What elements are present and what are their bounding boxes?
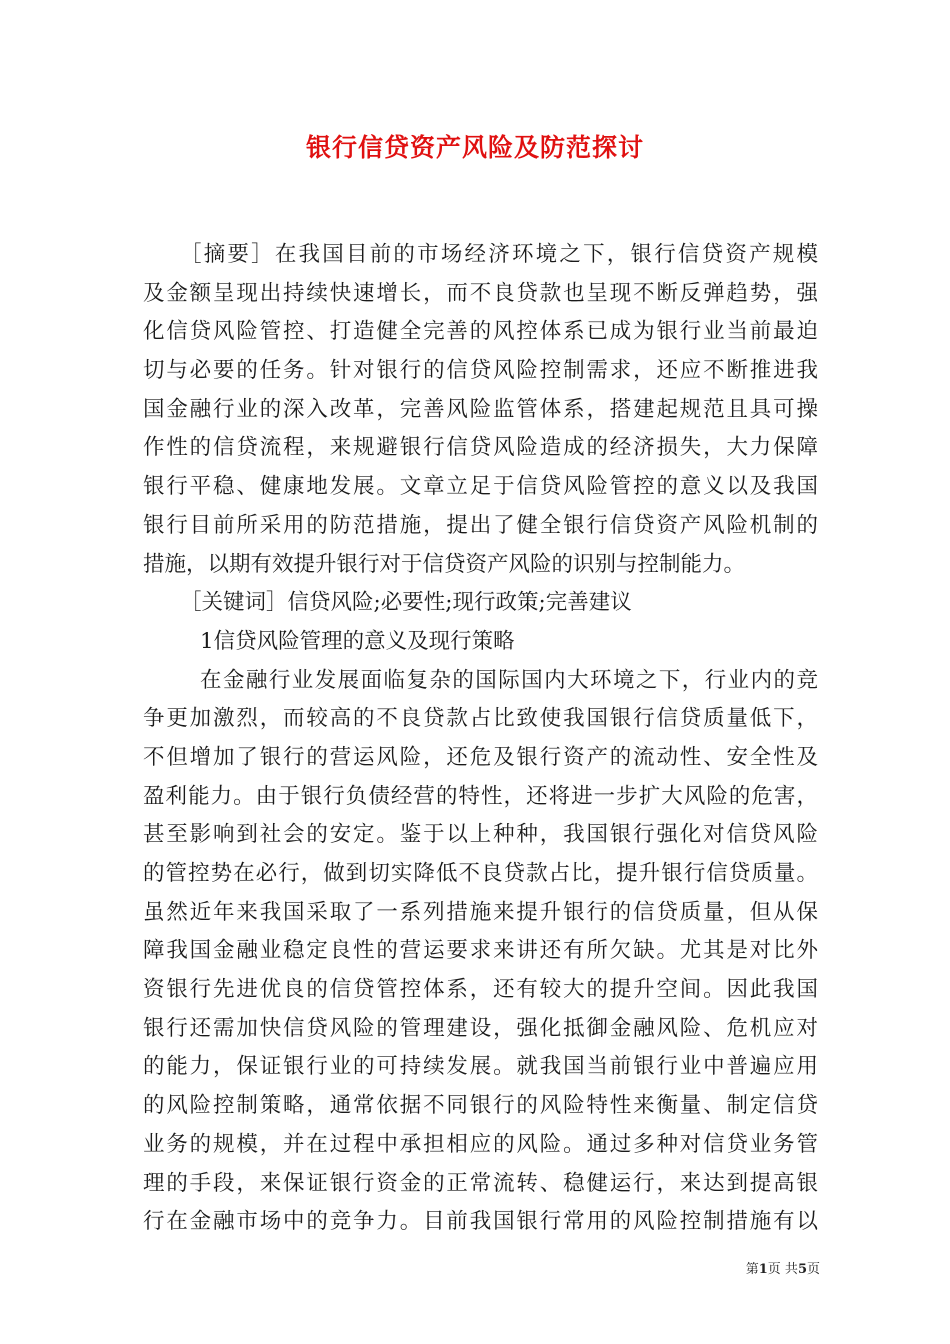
footer-total-pages: 5 <box>797 1262 807 1277</box>
paragraph-line: 国金融行业的深入改革，完善风险监管体系，搭建起规范且具可操 <box>143 396 818 422</box>
paragraph-line: 障我国金融业稳定良性的营运要求来讲还有所欠缺。尤其是对比外 <box>143 938 818 964</box>
paragraph-line: 甚至影响到社会的安定。鉴于以上种种，我国银行强化对信贷风险 <box>143 822 818 848</box>
paragraph-line: 理的手段，来保证银行资金的正常流转、稳健运行，来达到提高银 <box>143 1170 818 1196</box>
paragraph-line: ［摘要］在我国目前的市场经济环境之下，银行信贷资产规模 <box>180 242 818 267</box>
paragraph-line: 切与必要的任务。针对银行的信贷风险控制需求，还应不断推进我 <box>143 358 818 384</box>
paragraph-line: 及金额呈现出持续快速增长，而不良贷款也呈现不断反弹趋势，强 <box>143 280 818 306</box>
document-title: 银行信贷资产风险及防范探讨 <box>305 133 644 162</box>
section-heading: 1信贷风险管理的意义及现行策略 <box>200 628 515 654</box>
footer-prefix: 第 <box>745 1262 759 1277</box>
paragraph-line: 银行还需加快信贷风险的管理建设，强化抵御金融风险、危机应对 <box>143 1015 818 1041</box>
paragraph-line: 作性的信贷流程，来规避银行信贷风险造成的经济损失，大力保障 <box>143 435 818 461</box>
paragraph-line: 业务的规模，并在过程中承担相应的风险。通过多种对信贷业务管 <box>143 1131 818 1157</box>
paragraph-line: 争更加激烈，而较高的不良贷款占比致使我国银行信贷质量低下， <box>143 706 818 732</box>
paragraph-line: 的风险控制策略，通常依据不同银行的风险特性来衡量、制定信贷 <box>143 1093 818 1119</box>
paragraph-line: 措施，以期有效提升银行对于信贷资产风险的识别与控制能力。 <box>143 551 746 577</box>
paragraph-line: 银行目前所采用的防范措施，提出了健全银行信贷资产风险机制的 <box>143 512 818 538</box>
paragraph-line: 行在金融市场中的竞争力。目前我国银行常用的风险控制措施有以 <box>143 1209 818 1235</box>
paragraph-line: 的管控势在必行，做到切实降低不良贷款占比，提升银行信贷质量。 <box>143 861 818 886</box>
footer-mid: 页 共 <box>767 1262 798 1277</box>
paragraph-line: 化信贷风险管控、打造健全完善的风控体系已成为银行业当前最迫 <box>143 319 818 345</box>
paragraph-line: 银行平稳、健康地发展。文章立足于信贷风险管控的意义以及我国 <box>143 474 818 500</box>
page-footer <box>690 1261 820 1279</box>
paragraph-line: 资银行先进优良的信贷管控体系，还有较大的提升空间。因此我国 <box>143 977 818 1003</box>
paragraph-line: 虽然近年来我国采取了一系列措施来提升银行的信贷质量，但从保 <box>143 899 818 925</box>
paragraph-line: 的能力，保证银行业的可持续发展。就我国当前银行业中普遍应用 <box>143 1054 818 1080</box>
paragraph-line: 盈利能力。由于银行负债经营的特性，还将进一步扩大风险的危害， <box>143 783 818 809</box>
paragraph-line: 在金融行业发展面临复杂的国际国内大环境之下，行业内的竞 <box>200 667 818 693</box>
document-body <box>143 236 818 1242</box>
keywords-line: ［关键词］信贷风险;必要性;现行政策;完善建议 <box>180 590 632 616</box>
footer-page-number: 1 <box>758 1262 768 1277</box>
footer-suffix: 页 <box>806 1262 820 1277</box>
paragraph-line: 不但增加了银行的营运风险，还危及银行资产的流动性、安全性及 <box>143 744 818 770</box>
